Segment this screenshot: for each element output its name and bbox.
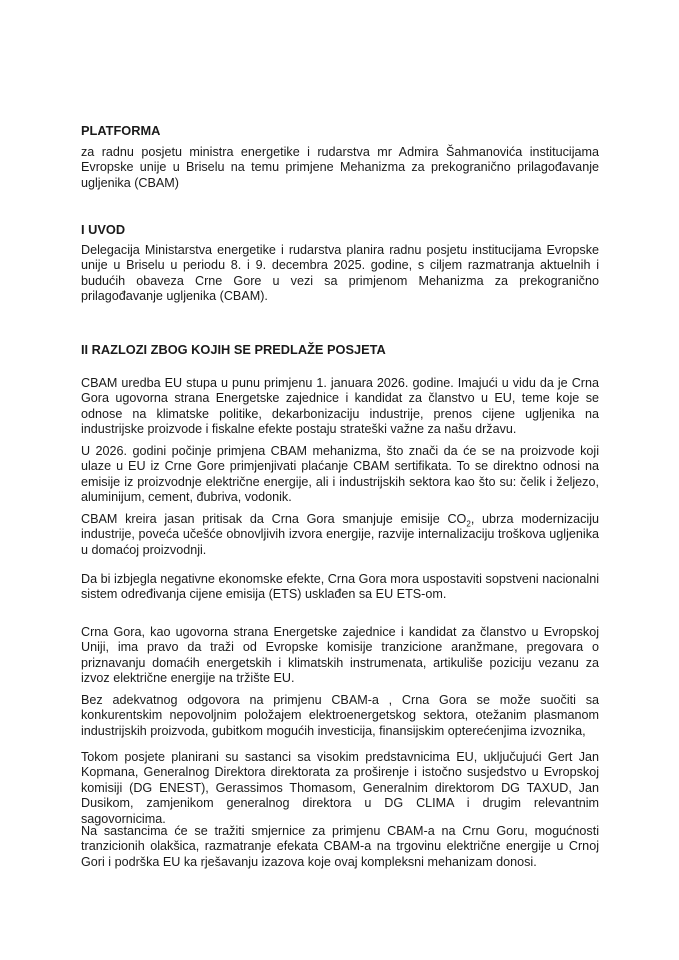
- document-subtitle: za radnu posjetu ministra energetike i rudarstva mr Admira Šahmanovića institucijama Evropske unije u Briselu na temu primjene Mehanizma za prekogranično prilagođavanje ugljenika (CBAM): [81, 145, 599, 190]
- paragraph: Tokom posjete planirani su sastanci sa visokim predstavnicima EU, uključujući Gert Jan Kopmana, Generalnog Direktora direktorata za proširenje i istočno susjedstvo u Evropskoj komisiji (DG ENEST), Gerassimos Thomasom, Generalnim direktorom DG TAXUD, Jan Dusikom, zamjenikom generalnog direktora u DG CLIMA i drugim relevantnim sagovornicima.: [81, 750, 599, 826]
- paragraph: U 2026. godini počinje primjena CBAM mehanizma, što znači da će se na proizvode koji ulaze u EU iz Crne Gore primjenjivati plaćanje CBAM sertifikata. To se direktno odnosi na emisije iz proizvodnje električne energije, ali i industrijskih sektora kao što su: čelik i željezo, aluminijum, cement, đubriva, vodonik.: [81, 444, 599, 505]
- paragraph: Na sastancima će se tražiti smjernice za primjenu CBAM-a na Crnu Goru, mogućnosti tranzicionih olakšica, razmatranje efekata CBAM-a na trgovinu električne energije u Crnoj Gori i podrška EU ka rješavanju izazova koje ovaj kompleksni mehanizam donosi.: [81, 824, 599, 869]
- paragraph: Da bi izbjegla negativne ekonomske efekte, Crna Gora mora uspostaviti sopstveni nacionalni sistem određivanja cijene emisija (ETS) usklađen sa EU ETS-om.: [81, 572, 599, 602]
- paragraph-text: CBAM kreira jasan pritisak da Crna Gora smanjuje emisije CO: [81, 512, 467, 526]
- paragraph: [81, 512, 599, 558]
- uvod-paragraph: Delegacija Ministarstva energetike i rudarstva planira radnu posjetu institucijama Evropske unije u Briselu u periodu 8. i 9. decembra 2025. godine, s ciljem razmatranja aktuelnih i budućih obaveza Crne Gore u vezi sa primjenom Mehanizma za prekogranično prilagođavanje ugljenika (CBAM).: [81, 243, 599, 304]
- paragraph: CBAM uredba EU stupa u punu primjenu 1. januara 2026. godine. Imajući u vidu da je Crna Gora ugovorna strana Energetske zajednice i kandidat za članstvo u EU, teme koje se odnose na klimatske politike, dekarbonizaciju industrije, prenos cijene ugljenika na industrijske proizvode i fiskalne efekte postaju strateški važne za našu državu.: [81, 376, 599, 437]
- paragraph: Crna Gora, kao ugovorna strana Energetske zajednice i kandidat za članstvo u Evropskoj Uniji, ima pravo da traži od Evropske komisije tranzicione aranžmane, pregovara o priznavanju domaćih energetskih i klimatskih instrumenata, artikuliše poziciju vezanu za izvoz električne energije na tržište EU.: [81, 625, 599, 686]
- paragraph-text: , ubrza modernizaciju industrije, poveća učešće obnovljivih izvora energije, razvije internalizaciju troškova ugljenika u domaćoj proizvodnji.: [81, 512, 599, 557]
- subscript: 2: [466, 519, 471, 529]
- paragraph: Bez adekvatnog odgovora na primjenu CBAM-a , Crna Gora se može suočiti sa konkurentskim nepovoljnim položajem elektroenergetskog sektora, otežanim plasmanom industrijskih proizvoda, gubitkom mogućih investicija, finansijskim opterećenjima izvoznika,: [81, 693, 599, 738]
- section-heading-uvod: I UVOD: [81, 222, 126, 237]
- document-title: PLATFORMA: [81, 123, 161, 138]
- section-heading-razlozi: II RAZLOZI ZBOG KOJIH SE PREDLAŽE POSJETA: [81, 342, 386, 357]
